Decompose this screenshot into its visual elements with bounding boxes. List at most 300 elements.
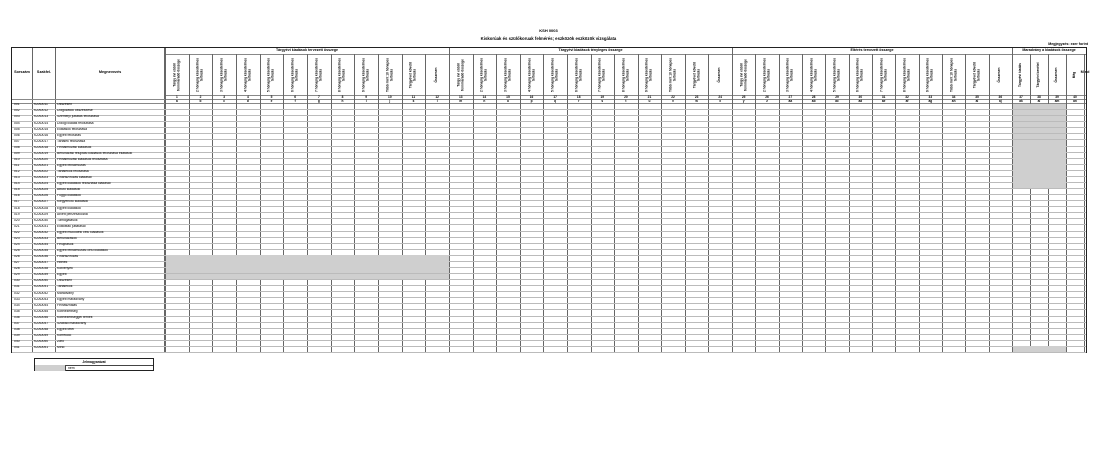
shaded-cell xyxy=(1013,182,1066,188)
column-header: Tárgy évi ebből fennmaradó összege xyxy=(739,59,747,91)
row-number: 034 xyxy=(14,303,20,307)
column-letter: u xyxy=(648,99,651,103)
row-number: 002 xyxy=(14,109,20,113)
header-megnevezes: Megnevezés xyxy=(98,69,122,74)
shaded-cell xyxy=(166,267,449,273)
column-number: 4 xyxy=(246,95,249,99)
row-number: 015 xyxy=(14,188,20,192)
row-label: Kötelezettség xyxy=(57,309,78,313)
row-number: 033 xyxy=(14,297,20,301)
column-number: 24 xyxy=(718,95,722,99)
column-header: 7 hónapig késedelmes tartozás xyxy=(314,57,322,92)
row-divider xyxy=(12,139,1086,140)
column-number: 7 xyxy=(317,95,320,99)
row-code: KZA0045 xyxy=(34,309,49,313)
row-number: 037 xyxy=(14,321,20,325)
row-code: KZA0029 xyxy=(34,212,49,216)
shaded-cell xyxy=(1013,176,1066,182)
row-number: 031 xyxy=(14,285,20,289)
row-number: 016 xyxy=(14,194,20,198)
row-code: KZA0051 xyxy=(34,346,49,350)
row-label: Felújítások xyxy=(57,242,74,246)
column-header: Tárgy évi ebből fennmaradó összege xyxy=(172,59,180,91)
row-label: Kiegyenlítő kiadások xyxy=(57,200,89,204)
row-label: Összesen xyxy=(57,279,73,283)
row-code: KZA0014 xyxy=(34,121,49,125)
row-code: KZA0016 xyxy=(34,133,49,137)
column-letter: af xyxy=(905,99,909,103)
column-letter: ak xyxy=(1019,99,1023,103)
row-label: Beruházások xyxy=(57,236,77,240)
row-label: Egyéb kiadások felosztása kiadásai xyxy=(57,182,111,186)
column-header: 5 hónapig késedelmes tartozás xyxy=(266,57,275,92)
row-code: KZA0032 xyxy=(34,230,49,234)
column-number: 36 xyxy=(998,95,1003,99)
column-header: Tárgyévet követő tartozás xyxy=(972,61,980,89)
row-divider xyxy=(12,109,1086,110)
column-letter: ac xyxy=(835,99,839,103)
row-label: Felhalmozási kiadások xyxy=(57,145,92,149)
row-label: Tartalékok xyxy=(57,285,73,289)
row-number: 009 xyxy=(14,151,20,155)
row-number: 019 xyxy=(14,212,20,216)
row-divider xyxy=(12,146,1086,147)
row-code: KZA0028 xyxy=(34,206,49,210)
column-number: 2 xyxy=(199,95,202,99)
row-number: 008 xyxy=(14,145,20,149)
column-number: 37 xyxy=(1019,95,1023,99)
column-letter: a xyxy=(175,99,178,103)
shaded-cell xyxy=(1013,164,1066,170)
row-label: Átfutó kiadások xyxy=(57,188,81,192)
row-label: Dolgozatok összesítése xyxy=(57,109,93,113)
row-number: 039 xyxy=(14,334,20,338)
column-letter: e xyxy=(270,99,273,103)
row-divider xyxy=(12,346,1086,347)
column-number: 17 xyxy=(553,95,557,99)
column-number: 30 xyxy=(858,95,863,99)
column-header: 8 hónapig késedelmes tartozás xyxy=(337,57,346,92)
row-number: 029 xyxy=(14,273,20,277)
column-letter: p xyxy=(530,99,533,103)
row-divider xyxy=(12,158,1086,159)
column-number: 33 xyxy=(928,95,933,99)
row-label: Finanszírozás xyxy=(57,255,79,259)
column-number: 20 xyxy=(624,95,628,99)
row-code: KZA0015 xyxy=(34,127,49,131)
row-label: Függő kiadások xyxy=(57,194,81,198)
column-header: Tárgyévi bevétel xyxy=(1036,62,1041,88)
column-number: 40 xyxy=(1073,95,1077,99)
column-number: 18 xyxy=(576,95,581,99)
column-letter: j xyxy=(389,99,391,103)
column-header: 6 hónapig késedelmes tartozás xyxy=(855,57,864,92)
row-label: Egyéb felhalmozás xyxy=(57,164,86,168)
row-code: KZA0043 xyxy=(34,297,49,301)
row-number: 030 xyxy=(14,279,20,283)
column-letter: o xyxy=(506,99,509,103)
column-letter: k xyxy=(412,99,415,103)
column-header: Összesen xyxy=(1054,67,1059,83)
row-label: Összesen xyxy=(57,103,73,107)
column-header: 9 hónapig késedelmes tartozás xyxy=(361,57,370,92)
column-letter: ag xyxy=(928,99,933,103)
row-label: Felhasználás xyxy=(57,303,77,307)
column-number: 6 xyxy=(294,95,297,99)
row-divider xyxy=(12,303,1086,304)
row-number: 017 xyxy=(14,200,20,204)
shaded-cell xyxy=(166,261,449,267)
row-divider xyxy=(12,152,1086,153)
group-title: Tárgyévi kiadások tervezett összege xyxy=(275,48,339,52)
row-divider xyxy=(12,194,1086,195)
row-code: KZA0030 xyxy=(34,218,49,222)
shaded-cell xyxy=(1013,128,1066,134)
row-label: Támogatások xyxy=(57,218,78,222)
column-header: 6 hónapig késedelmes tartozás xyxy=(574,57,582,92)
row-code: KZA0021 xyxy=(34,164,49,168)
column-header: 9 hónapig késedelmes tartozás xyxy=(644,57,653,92)
row-number: 028 xyxy=(14,267,20,271)
row-number: 023 xyxy=(14,236,20,240)
row-divider xyxy=(12,115,1086,116)
row-label: Tartalék felosztása xyxy=(57,139,86,143)
row-code: KZA0034 xyxy=(34,242,49,246)
row-divider xyxy=(12,176,1086,177)
row-label: Egyéb működési célú kiadások xyxy=(57,230,104,234)
row-label: Személyi juttatás felosztása xyxy=(57,115,99,119)
row-code: KZA0036 xyxy=(34,255,49,259)
row-code: KZA0050 xyxy=(34,340,49,344)
row-divider xyxy=(12,237,1086,238)
row-code: KZA0047 xyxy=(34,321,49,325)
column-header: 8 hónapig késedelmes tartozás xyxy=(621,57,629,92)
row-number: 036 xyxy=(14,315,20,319)
row-divider xyxy=(12,212,1086,213)
column-letter: g xyxy=(317,99,320,103)
header-sorszam: Sorszám xyxy=(14,69,30,74)
column-number: 9 xyxy=(365,95,368,99)
column-header: 4 hónapig késedelmes tartozás xyxy=(809,57,817,92)
legend-swatch xyxy=(35,365,66,371)
shaded-cell xyxy=(1013,116,1066,122)
row-label: Egyéb maradvány xyxy=(57,297,85,301)
row-label: Korrekció xyxy=(57,334,72,338)
row-number: 038 xyxy=(14,328,20,331)
row-divider xyxy=(12,206,1086,207)
row-divider xyxy=(12,285,1086,286)
shaded-cell xyxy=(1013,110,1066,116)
legend xyxy=(34,358,154,371)
row-code: KZA0046 xyxy=(34,315,49,319)
row-number: 001 xyxy=(14,103,20,107)
row-divider xyxy=(12,322,1086,323)
column-header: Tárgyévi kiadás xyxy=(1018,63,1023,87)
row-divider xyxy=(12,279,1086,280)
column-header: 7 hónapig késedelmes tartozás xyxy=(879,57,887,92)
row-divider xyxy=(12,121,1086,122)
column-number: 27 xyxy=(788,95,793,99)
column-letter: v xyxy=(672,99,674,103)
legend-title: Jelmagyarázat xyxy=(35,359,153,366)
row-divider xyxy=(12,243,1086,244)
row-divider xyxy=(12,231,1086,232)
row-code: KZA0031 xyxy=(34,224,49,228)
column-number: 8 xyxy=(341,95,344,99)
row-number: 026 xyxy=(14,255,20,259)
row-number: 024 xyxy=(14,242,20,246)
row-divider xyxy=(12,164,1086,165)
row-code: KZA0023 xyxy=(34,176,49,180)
column-number: 10 xyxy=(388,95,392,99)
row-divider xyxy=(12,352,1086,353)
column-number: 13 xyxy=(459,95,463,99)
column-header: Több mint 10 hónapos tartozás xyxy=(668,58,677,92)
column-number: 22 xyxy=(671,95,675,99)
column-letter: l xyxy=(436,99,438,103)
row-code: KZA0033 xyxy=(34,236,49,240)
row-number: 040 xyxy=(14,340,20,344)
row-code: KZA0037 xyxy=(34,261,49,265)
row-label: Átvett pénzeszközök xyxy=(57,212,89,216)
row-label: Ellátások felosztása xyxy=(57,127,87,131)
column-header: 2 hónapig késedelmes tartozás xyxy=(762,57,770,92)
column-letter: r xyxy=(578,99,580,103)
column-letter: aj xyxy=(998,99,1002,103)
row-code: KZA0020 xyxy=(34,157,49,161)
column-number: 31 xyxy=(881,95,886,99)
row-divider xyxy=(12,328,1086,329)
row-label: Egyéb felhalmozási célú kiadások xyxy=(57,249,108,253)
column-letter: m xyxy=(459,99,463,103)
column-number: 39 xyxy=(1055,95,1059,99)
row-label: Maradvány xyxy=(57,291,74,295)
row-divider xyxy=(12,297,1086,298)
column-number: 26 xyxy=(765,95,769,99)
column-header: Összesen xyxy=(717,67,722,83)
row-number: 020 xyxy=(14,218,20,222)
column-letter: z xyxy=(766,99,768,103)
row-code: KZA0022 xyxy=(34,170,49,174)
row-number: 011 xyxy=(14,164,20,168)
column-number: 1 xyxy=(175,95,178,99)
column-header: Tárgyévet követő tartozás xyxy=(408,61,417,89)
row-code: KZA0039 xyxy=(34,273,49,277)
column-header: Több mint 10 hónapos tartozás xyxy=(949,58,957,92)
row-code: KZA0035 xyxy=(34,249,49,253)
row-code: KZA0041 xyxy=(34,285,49,289)
column-header: Tárgyévet követő tartozás xyxy=(692,61,700,89)
row-code: KZA0040 xyxy=(34,279,49,283)
row-divider xyxy=(12,334,1086,335)
header-mind: Mind xyxy=(1080,69,1090,74)
row-label: Felhalmozási kiadások felosztása xyxy=(57,157,108,161)
column-number: 38 xyxy=(1037,95,1041,99)
row-label: Szabad maradvány xyxy=(57,321,87,325)
group-title: Eltérés tervezett összege xyxy=(850,48,894,52)
column-number: 32 xyxy=(905,95,909,99)
row-divider xyxy=(12,291,1086,292)
report-table xyxy=(11,47,1090,353)
column-header: Összesen xyxy=(434,67,439,83)
column-number: 25 xyxy=(741,95,746,99)
document-id: KSH 0003 xyxy=(539,28,558,33)
row-number: 041 xyxy=(14,346,20,350)
row-label: Finanszírozás kiadásai xyxy=(57,176,92,180)
row-divider xyxy=(12,316,1086,317)
row-number: 012 xyxy=(14,170,20,174)
shaded-cell xyxy=(1013,158,1066,164)
row-code: KZA0011 xyxy=(34,103,48,107)
column-header: 3 hónapig késedelmes tartozás xyxy=(219,57,228,92)
column-header: 5 hónapig késedelmes tartozás xyxy=(550,57,559,92)
shaded-cell xyxy=(1013,170,1066,176)
shaded-cell xyxy=(1013,104,1066,110)
row-label: Tartalékok felosztása xyxy=(57,170,89,174)
column-number: 15 xyxy=(506,95,510,99)
document-title: Kiskorúak és szülőkoruak felmérés; eszközök eszközök vizsgálata xyxy=(480,36,617,41)
row-divider xyxy=(12,127,1086,128)
row-number: 007 xyxy=(14,139,20,143)
row-number: 003 xyxy=(14,115,20,119)
row-divider xyxy=(12,170,1086,171)
row-label: Mind xyxy=(57,346,65,350)
shaded-cell xyxy=(166,274,449,280)
row-label: Hitelek xyxy=(57,261,68,265)
column-header: 3 hónapig késedelmes tartozás xyxy=(503,57,511,92)
row-code: KZA0017 xyxy=(34,139,49,143)
column-letter: n xyxy=(483,99,486,103)
shaded-cell xyxy=(166,255,449,261)
row-divider xyxy=(12,309,1086,310)
column-header: Tárgy évi ebből fennmaradó összege xyxy=(456,59,464,91)
column-letter: y xyxy=(742,99,745,103)
column-letter: c xyxy=(223,99,226,103)
row-code: KZA0025 xyxy=(34,188,49,192)
row-label: Dologi kiadás felosztása xyxy=(57,121,94,125)
column-number: 23 xyxy=(694,95,699,99)
shaded-cell xyxy=(1013,146,1066,152)
column-header: Összesen xyxy=(997,67,1002,83)
column-header: 7 hónapig késedelmes tartozás xyxy=(597,57,606,92)
column-letter: t xyxy=(625,99,627,103)
row-number: 005 xyxy=(14,127,20,131)
column-header: Még xyxy=(1072,71,1077,79)
column-letter: q xyxy=(554,99,557,103)
column-header: 2 hónapig késedelmes tartozás xyxy=(195,57,204,92)
row-label: Kötelezettséggel terhelt xyxy=(57,315,93,319)
row-divider xyxy=(12,218,1086,219)
row-code: KZA0038 xyxy=(34,267,49,271)
column-header: 9 hónapig késedelmes tartozás xyxy=(925,57,934,92)
row-number: 018 xyxy=(14,206,20,210)
row-number: 022 xyxy=(14,230,20,234)
column-letter: aa xyxy=(788,99,793,103)
column-number: 12 xyxy=(435,95,439,99)
column-header: 8 hónapig késedelmes tartozás xyxy=(902,57,910,92)
column-header: 3 hónapig késedelmes tartozás xyxy=(785,57,794,92)
column-header: 2 hónapig késedelmes tartozás xyxy=(479,57,488,92)
row-divider xyxy=(12,249,1086,250)
row-label: Egyéb felosztás xyxy=(57,133,81,137)
row-divider xyxy=(12,133,1086,134)
row-label: Kötvények xyxy=(57,267,73,271)
row-label: Egyéb tétel xyxy=(57,328,74,331)
column-letter: h xyxy=(341,99,344,103)
column-divider xyxy=(1084,54,1085,352)
row-label: Egyéb xyxy=(57,273,67,277)
column-header: 4 hónapig késedelmes tartozás xyxy=(243,57,251,92)
row-number: 032 xyxy=(14,291,20,295)
column-letter: ad xyxy=(858,99,863,103)
column-number: 14 xyxy=(482,95,487,99)
row-number: 014 xyxy=(14,182,20,186)
row-code: KZA0044 xyxy=(34,303,49,307)
column-header: 6 hónapig késedelmes tartozás xyxy=(290,57,299,92)
column-number: 16 xyxy=(529,95,534,99)
row-number: 027 xyxy=(14,261,20,265)
column-header: Több mint 10 hónapos tartozás xyxy=(385,58,393,92)
shaded-cell xyxy=(1013,346,1066,352)
column-number: 29 xyxy=(835,95,839,99)
column-number: 3 xyxy=(223,95,226,99)
column-letter: x xyxy=(719,99,722,103)
row-code: KZA0019 xyxy=(34,151,49,155)
row-code: KZA0049 xyxy=(34,334,49,338)
shaded-cell xyxy=(1013,152,1066,158)
row-divider xyxy=(12,200,1086,201)
row-code: KZA0042 xyxy=(34,291,49,295)
group-title: Maradvány a kiadások összege xyxy=(1022,48,1076,52)
column-header: 5 hónapig késedelmes tartozás xyxy=(832,57,840,92)
row-code: KZA0026 xyxy=(34,194,49,198)
row-code: KZA0012 xyxy=(34,109,49,113)
shaded-cell xyxy=(1013,122,1066,128)
row-number: 004 xyxy=(14,121,20,125)
column-letter: b xyxy=(199,99,202,103)
column-letter: d xyxy=(246,99,249,103)
legend-label: nem xyxy=(68,366,75,370)
column-letter: w xyxy=(695,99,698,103)
header-divider xyxy=(12,103,1086,104)
column-letter: ab xyxy=(811,99,816,103)
column-letter: f xyxy=(294,99,296,103)
row-code: KZA0024 xyxy=(34,182,49,186)
column-letter: ae xyxy=(881,99,886,103)
row-divider xyxy=(12,340,1086,341)
column-number: 19 xyxy=(600,95,605,99)
unit-note: Megjegyzés: ezer forint xyxy=(1048,42,1088,46)
column-letter: s xyxy=(601,99,604,103)
shaded-cell xyxy=(1013,140,1066,146)
row-divider xyxy=(12,224,1086,225)
row-divider xyxy=(12,188,1086,189)
row-number: 021 xyxy=(14,224,20,228)
column-letter: am xyxy=(1054,99,1060,103)
row-code: KZA0027 xyxy=(34,200,49,204)
column-number: 28 xyxy=(811,95,816,99)
column-number: 11 xyxy=(411,95,416,99)
row-code: KZA0013 xyxy=(34,115,49,119)
row-label: Záró xyxy=(57,340,64,344)
row-number: 025 xyxy=(14,249,20,253)
header-szakfel: Szakfel. xyxy=(36,69,52,74)
row-label: Ellátottak juttatásai xyxy=(57,224,86,228)
row-divider xyxy=(12,182,1086,183)
column-letter: ah xyxy=(951,99,956,103)
row-label: Egyéb kiadások xyxy=(57,206,81,210)
column-letter: al xyxy=(1037,99,1041,103)
